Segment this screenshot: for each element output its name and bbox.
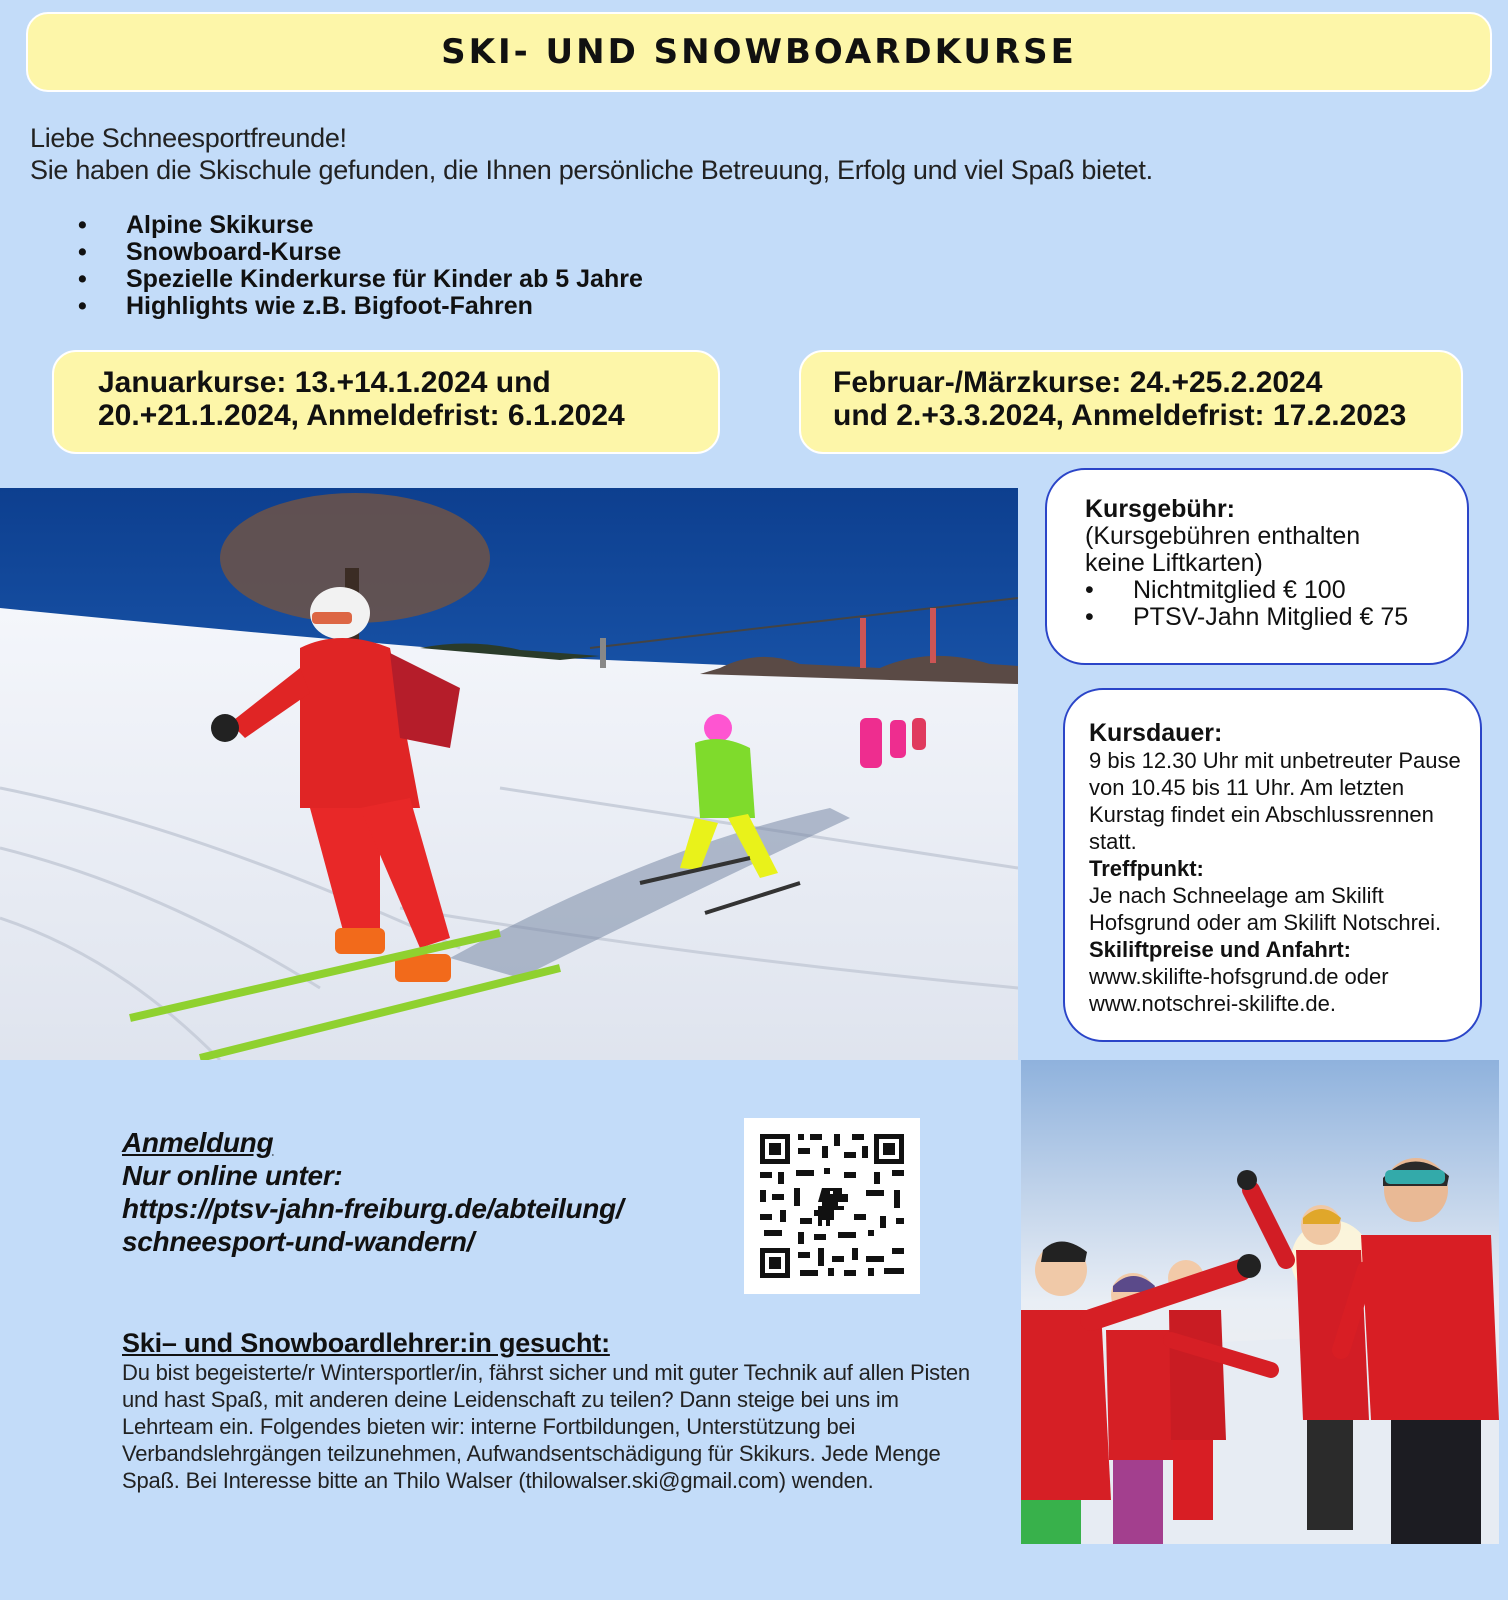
lift-prices-heading: Skiliftpreise und Anfahrt:	[1089, 937, 1351, 962]
instructors-heading: Ski– und Snowboardlehrer:in gesucht:	[122, 1328, 610, 1358]
fee-item: • PTSV-Jahn Mitglied € 75	[1085, 604, 1467, 631]
ski-slope-photo	[0, 488, 1018, 1060]
february-march-dates-box	[799, 350, 1463, 454]
registration-url[interactable]: https://ptsv-jahn-freiburg.de/abteilung/	[122, 1193, 624, 1224]
registration-url[interactable]: schneesport-und-wandern/	[122, 1226, 475, 1257]
fee-note: (Kursgebühren enthalten keine Liftkarten)	[1085, 522, 1361, 577]
offer-item: • Spezielle Kinderkurse für Kinder ab 5 Jahre	[78, 266, 643, 293]
course-duration-box	[1063, 688, 1482, 1042]
january-dates-line: Januarkurse: 13.+14.1.2024 und	[98, 366, 551, 399]
title-banner	[26, 12, 1492, 92]
intro-greeting: Liebe Schneesportfreunde!	[30, 123, 347, 153]
lift-link: www.notschrei-skilifte.de.	[1089, 991, 1336, 1016]
meeting-heading: Treffpunkt:	[1089, 856, 1204, 881]
registration-section	[122, 1126, 623, 1258]
qr-code-icon[interactable]	[744, 1118, 920, 1294]
january-dates-line: 20.+21.1.2024, Anmeldefrist: 6.1.2024	[98, 399, 625, 432]
registration-heading: Anmeldung	[122, 1127, 274, 1158]
registration-line: Nur online unter:	[122, 1160, 343, 1191]
duration-heading: Kursdauer:	[1089, 719, 1223, 747]
meeting-text: Je nach Schneelage am Skilift Hofsgrund oder am Skilift Notschrei.	[1089, 883, 1442, 935]
group-photo	[1021, 1060, 1499, 1544]
instructors-section	[122, 1328, 982, 1494]
page-title: SKI- UND SNOWBOARDKURSE	[441, 32, 1077, 72]
instructors-text: Du bist begeisterte/r Wintersportler/in, fährst sicher und mit guter Technik auf allen Pisten und hast Spaß, mit anderen deine Leidenschaft zu teilen? Dann steige bei uns im Lehrteam ein. Folgendes bieten wir: interne Fortbildungen, Unterstützung bei Verbandslehrgängen teilzunehmen, Aufwandsentschädigung für Skikurs. Jede Menge Spaß. Bei Interesse bitte an Thilo Walser (thilowalser.ski@gmail.com) wenden.	[122, 1360, 970, 1493]
fee-heading: Kursgebühr:	[1085, 495, 1235, 523]
february-dates-line: und 2.+3.3.2024, Anmeldefrist: 17.2.2023	[833, 399, 1407, 432]
fee-list	[1085, 577, 1467, 631]
offer-item: • Snowboard-Kurse	[78, 239, 643, 266]
february-dates-line: Februar-/Märzkurse: 24.+25.2.2024	[833, 366, 1323, 399]
duration-text: 9 bis 12.30 Uhr mit unbetreuter Pause von 10.45 bis 11 Uhr. Am letzten Kurstag findet ein Abschlussrennen statt.	[1089, 748, 1461, 854]
january-dates-box	[52, 350, 720, 454]
offer-item: • Highlights wie z.B. Bigfoot-Fahren	[78, 293, 643, 320]
lift-link: www.skilifte-hofsgrund.de oder	[1089, 964, 1389, 989]
intro-body: Sie haben die Skischule gefunden, die Ihnen persönliche Betreuung, Erfolg und viel Spaß bietet.	[30, 155, 1153, 185]
course-fee-box	[1045, 468, 1469, 665]
offer-item: • Alpine Skikurse	[78, 212, 643, 239]
fee-item: • Nichtmitglied € 100	[1085, 577, 1467, 604]
intro-text	[30, 122, 1153, 186]
offer-list	[78, 212, 643, 320]
